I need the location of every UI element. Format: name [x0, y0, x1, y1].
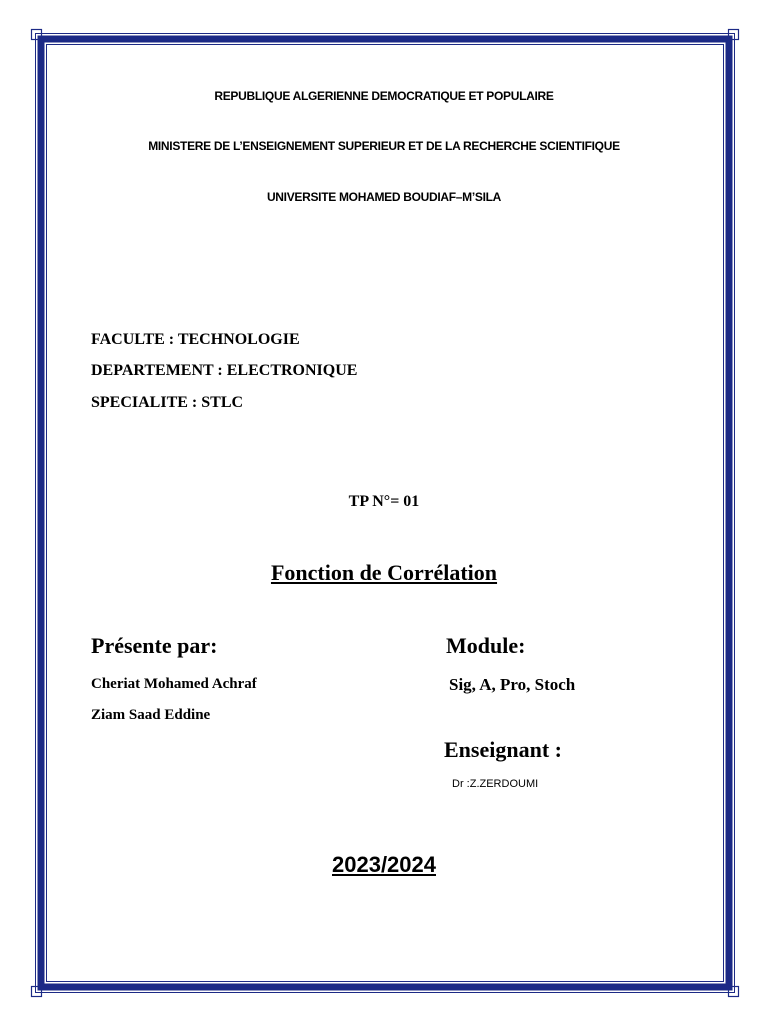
module-label: Module:	[446, 633, 526, 658]
teacher-label: Enseignant :	[444, 737, 562, 762]
ministry-heading: MINISTERE DE L’ENSEIGNEMENT SUPERIEUR ET DE LA RECHERCHE SCIENTIFIQUE	[148, 139, 620, 153]
academic-year: 2023/2024	[332, 852, 436, 877]
student-name: Ziam Saad Eddine	[91, 707, 211, 723]
presented-by-label: Présente par:	[91, 633, 218, 658]
department-line: DEPARTEMENT : ELECTRONIQUE	[91, 362, 358, 379]
tp-number: TP N°= 01	[348, 493, 420, 510]
module-value: Sig, A, Pro, Stoch	[449, 675, 576, 694]
document-title: Fonction de Corrélation	[270, 560, 498, 585]
republic-heading: REPUBLIQUE ALGERIENNE DEMOCRATIQUE ET POPULAIRE	[214, 89, 554, 103]
faculty-line: FACULTE : TECHNOLOGIE	[91, 331, 300, 348]
university-heading: UNIVERSITE MOHAMED BOUDIAF–M’SILA	[266, 190, 502, 204]
teacher-name: Dr :Z.ZERDOUMI	[452, 778, 539, 790]
student-name: Cheriat Mohamed Achraf	[91, 676, 257, 692]
specialty-line: SPECIALITE : STLC	[91, 394, 244, 411]
